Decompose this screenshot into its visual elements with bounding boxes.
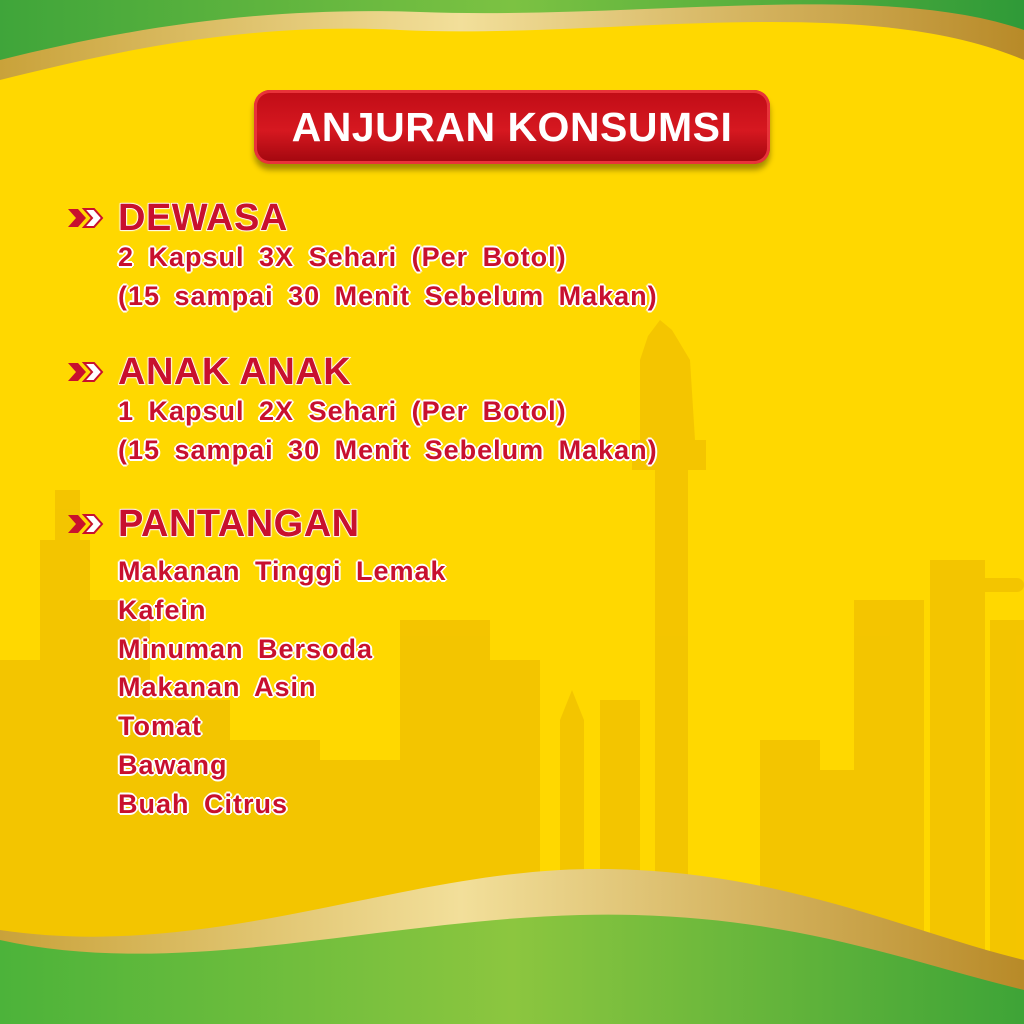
avoid-item: Kafein [118,594,207,625]
double-chevron-icon [66,207,106,229]
double-chevron-icon [66,361,106,383]
avoid-item: Bawang [118,749,228,780]
dosage-line: 1 Kapsul 2X Sehari (Per Botol) [118,396,567,426]
title-banner [254,90,770,164]
section-heading-row [66,504,447,544]
avoid-item: Makanan Tinggi Lemak [118,556,447,586]
section-anak-anak [66,352,658,469]
avoid-item: Buah Citrus [118,788,289,819]
timing-line: (15 sampai 30 Menit Sebelum Makan) [118,280,658,311]
page-title: ANJURAN KONSUMSI [291,103,733,150]
section-dewasa [66,198,658,315]
avoid-item: Minuman Bersoda [118,633,374,664]
timing-line: (15 sampai 30 Menit Sebelum Makan) [118,434,658,465]
section-heading-row [66,352,658,392]
section-pantangan [66,504,447,824]
dosage-line: 2 Kapsul 3X Sehari (Per Botol) [118,242,567,272]
section-heading: ANAK ANAK [118,350,352,393]
double-chevron-icon [66,513,106,535]
avoid-item: Makanan Asin [118,672,317,703]
section-heading-row [66,198,658,238]
section-heading: DEWASA [118,196,288,239]
avoid-item: Tomat [118,711,202,742]
section-heading: PANTANGAN [118,502,360,545]
